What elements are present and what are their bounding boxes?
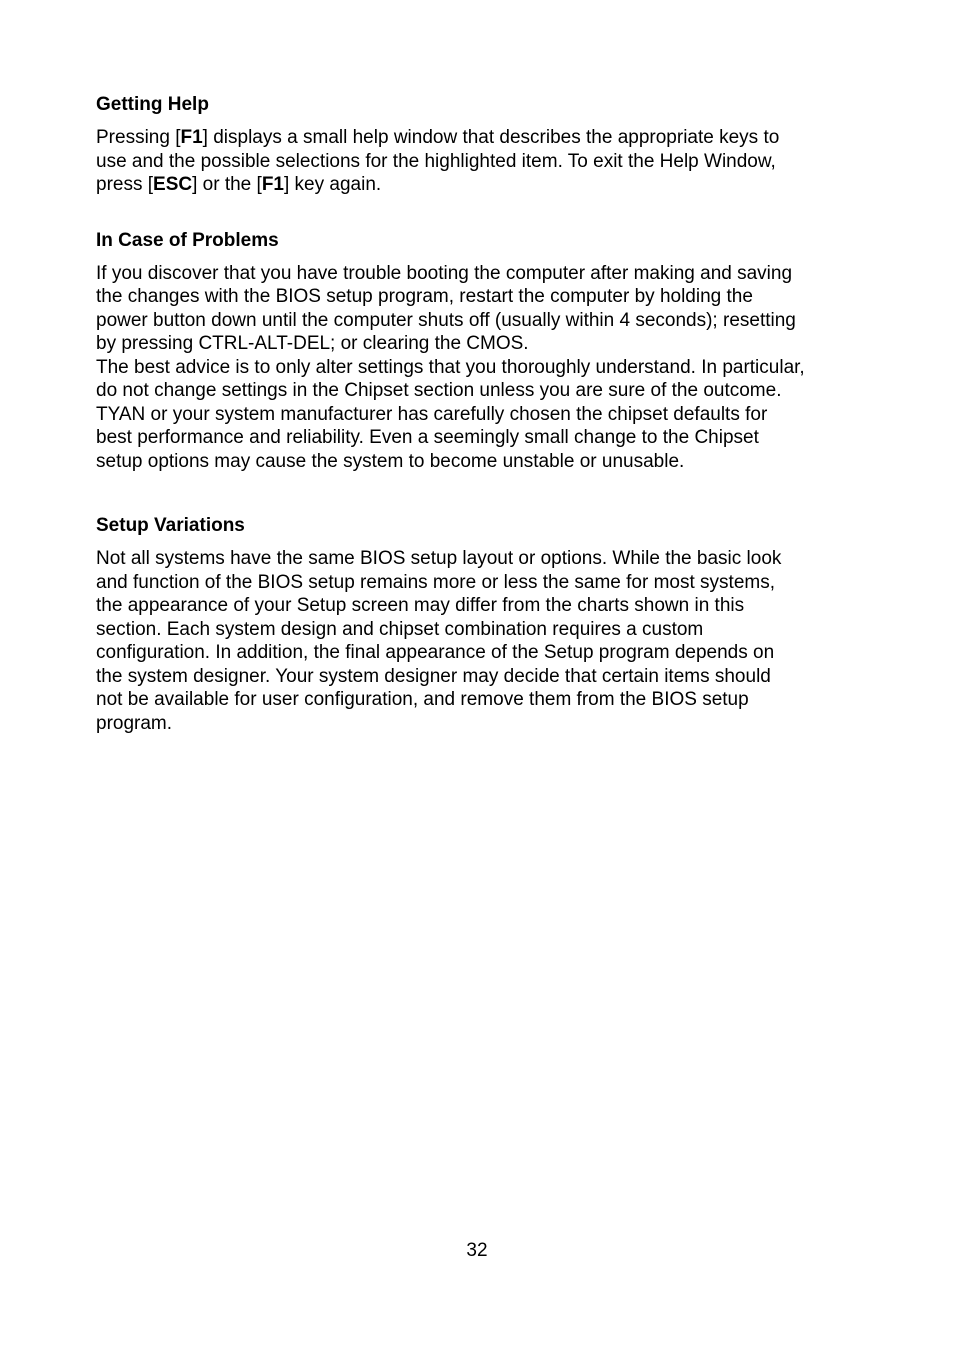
text-line: press [ESC] or the [F1] key again. <box>96 174 382 195</box>
text-line: Pressing [F1] displays a small help window that describes the appropriate keys to <box>96 127 780 148</box>
text-line: power button down until the computer shuts off (usually within 4 seconds); resetting <box>96 309 796 331</box>
text-line: best performance and reliability. Even a seemingly small change to the Chipset <box>96 427 759 448</box>
text-line: by pressing CTRL-ALT-DEL; or clearing the CMOS. <box>96 333 529 354</box>
text-line: Not all systems have the same BIOS setup layout or options. While the basic look <box>96 548 782 569</box>
section-heading: Setup Variations <box>96 515 245 536</box>
section-body <box>96 262 876 474</box>
text-line: section. Each system design and chipset combination requires a custom <box>96 618 704 640</box>
section-setup-variations <box>96 514 876 735</box>
section-body <box>96 126 876 197</box>
text-line: setup options may cause the system to become unstable or unusable. <box>96 450 685 472</box>
page-content <box>96 93 876 735</box>
text-line: and function of the BIOS setup remains more or less the same for most systems, <box>96 571 776 593</box>
key-name: F1 <box>180 127 203 148</box>
section-getting-help <box>96 93 876 197</box>
text-line: the changes with the BIOS setup program, restart the computer by holding the <box>96 286 753 307</box>
section-heading: In Case of Problems <box>96 229 279 251</box>
spacer <box>96 197 876 229</box>
section-body <box>96 547 876 735</box>
text-line: do not change settings in the Chipset section unless you are sure of the outcome. <box>96 380 782 401</box>
text-line: the system designer. Your system designer may decide that certain items should <box>96 665 771 687</box>
spacer <box>96 473 876 514</box>
text-line: The best advice is to only alter settings that you thoroughly understand. In particular, <box>96 356 805 378</box>
section-heading: Getting Help <box>96 94 209 115</box>
key-name: ESC <box>153 174 193 195</box>
text-line: program. <box>96 712 173 734</box>
text-line: not be available for user configuration, and remove them from the BIOS setup <box>96 689 749 710</box>
key-name: F1 <box>261 174 284 195</box>
text-line: the appearance of your Setup screen may differ from the charts shown in this <box>96 595 745 616</box>
section-in-case-of-problems <box>96 229 876 474</box>
text-line: use and the possible selections for the highlighted item. To exit the Help Window, <box>96 150 776 172</box>
text-line: If you discover that you have trouble booting the computer after making and saving <box>96 262 793 284</box>
page-number: 32 <box>466 1240 488 1261</box>
text-line: configuration. In addition, the final appearance of the Setup program depends on <box>96 642 775 663</box>
text-line: TYAN or your system manufacturer has carefully chosen the chipset defaults for <box>96 403 768 425</box>
